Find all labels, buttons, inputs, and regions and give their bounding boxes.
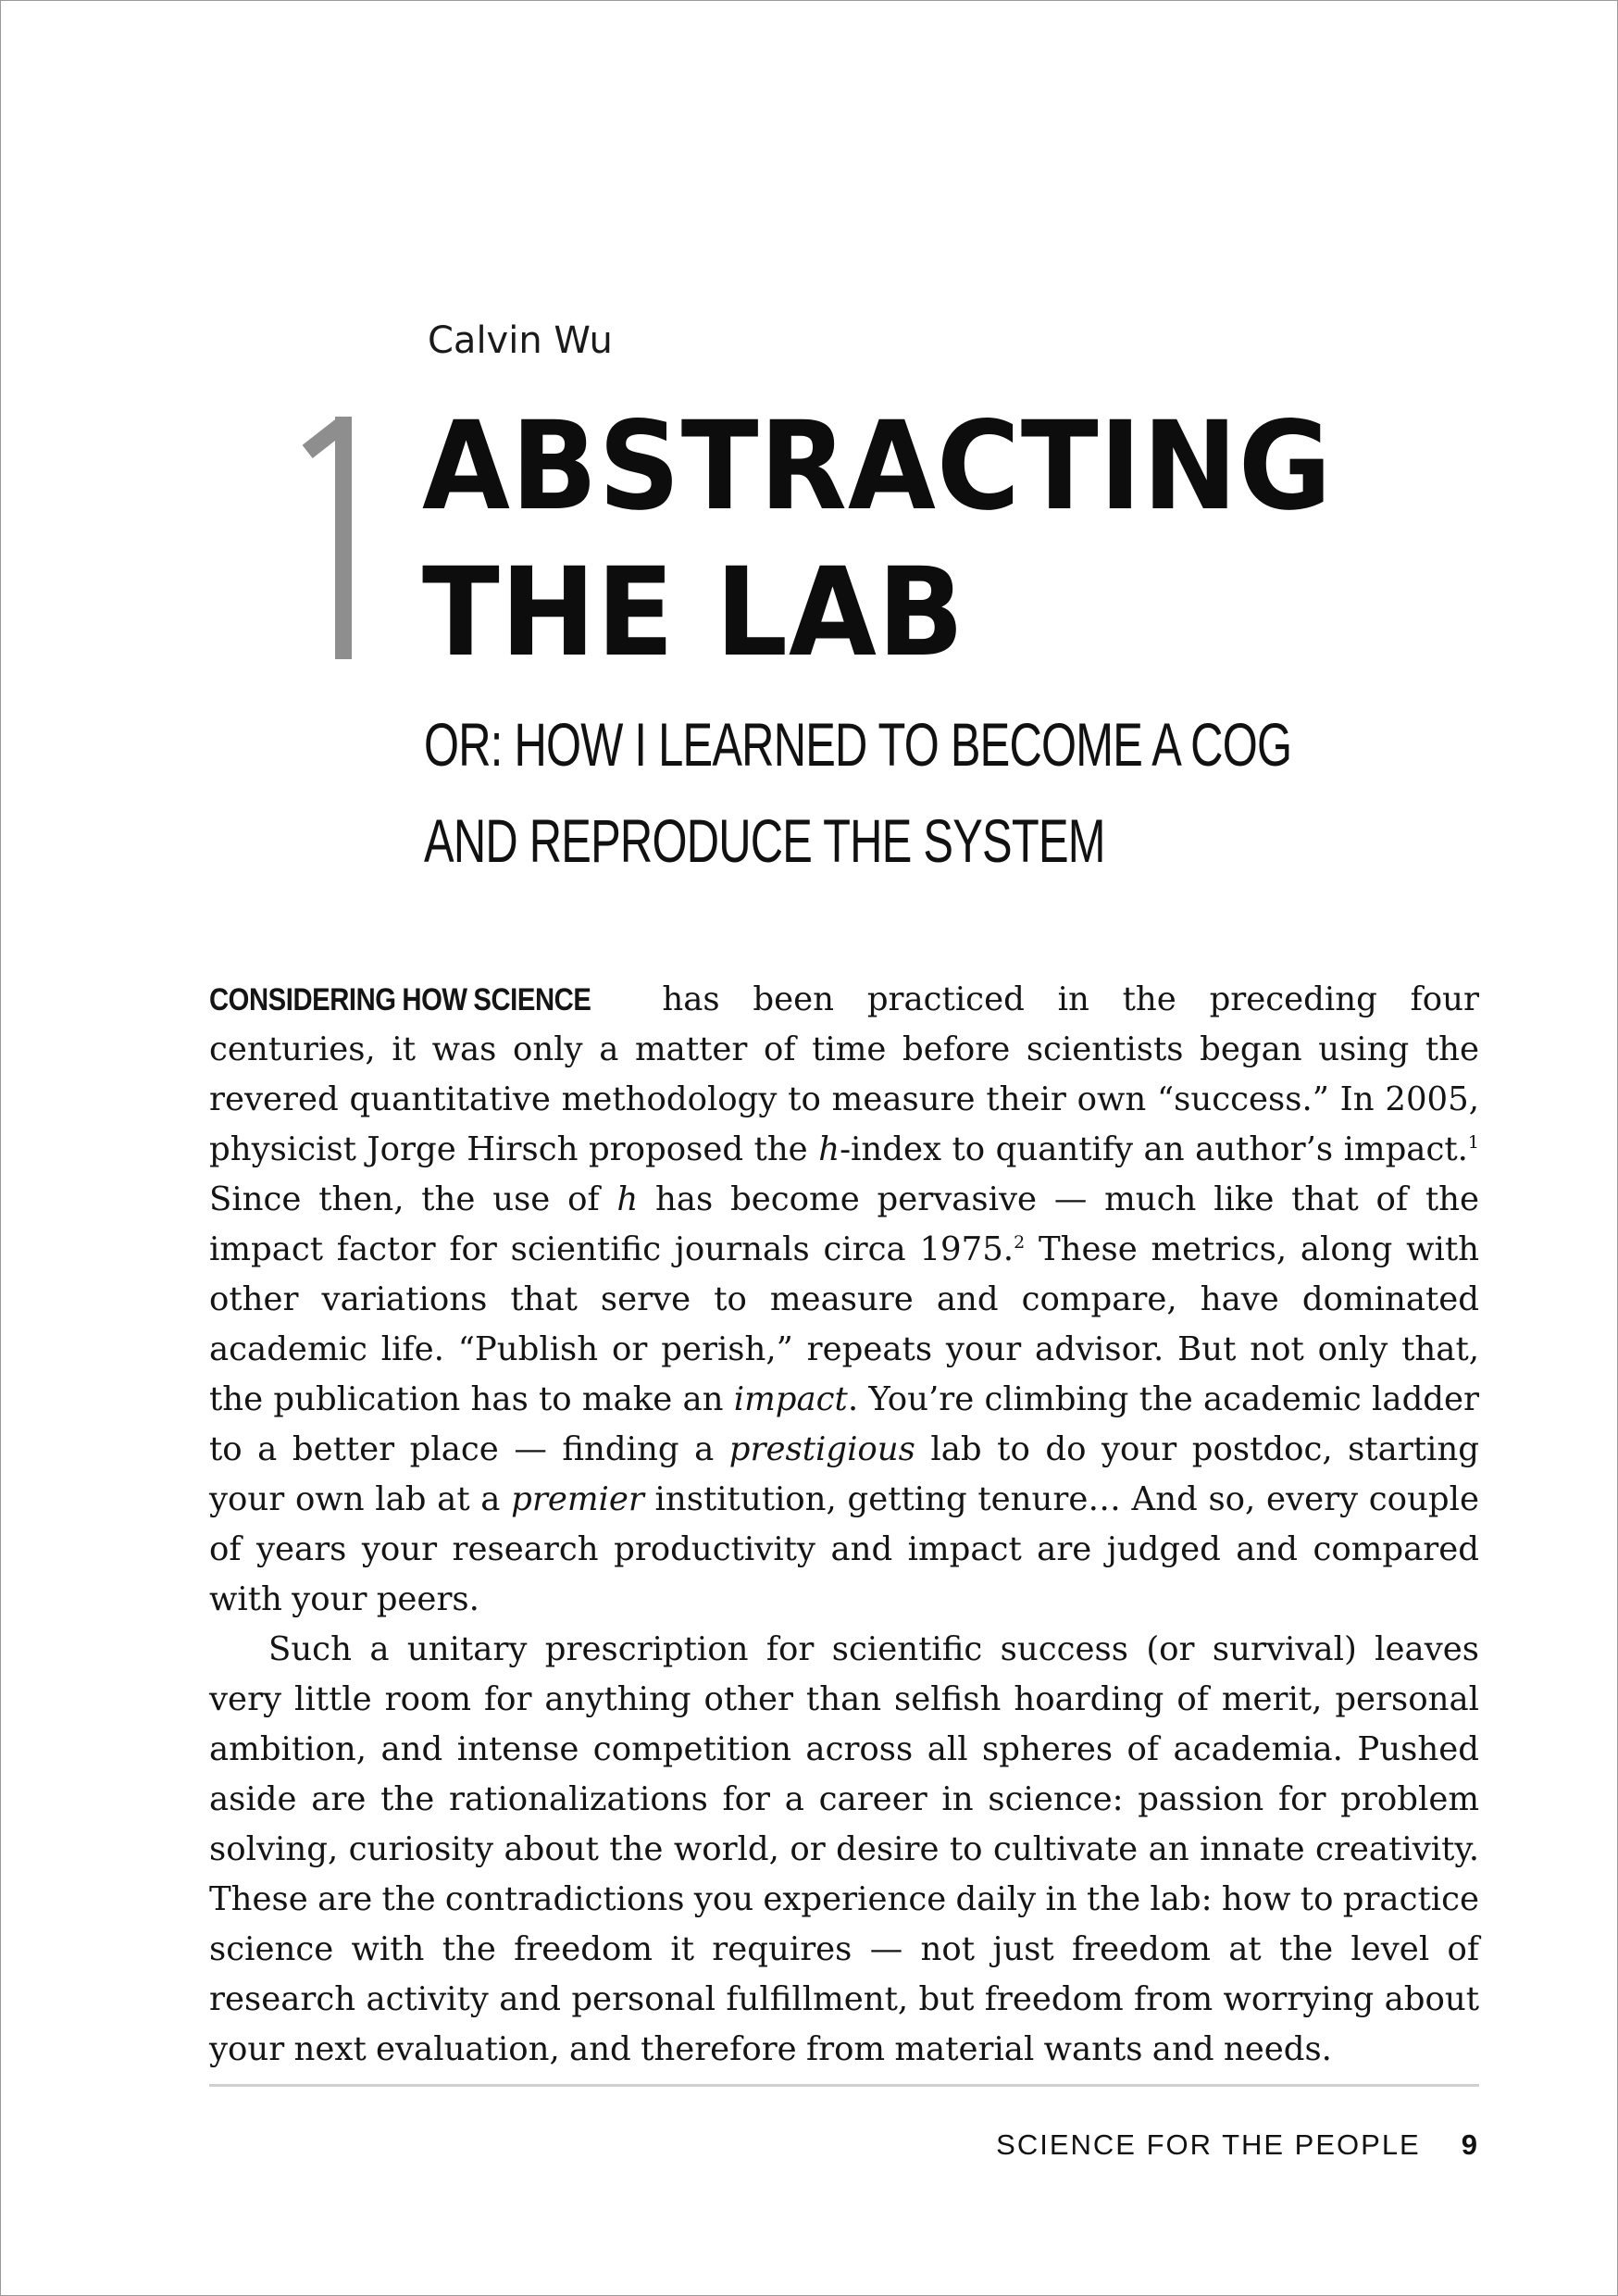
emphasis-prestigious: prestigious — [728, 1430, 915, 1468]
paragraph-1 — [209, 975, 1479, 1625]
h-symbol: h — [616, 1180, 639, 1218]
running-footer — [996, 2127, 1477, 2164]
p1-part-d: has become pervasive — much like that of the impact factor for scientific journals circa 1975. — [209, 1180, 1479, 1268]
publication-name: SCIENCE FOR THE PEOPLE — [996, 2128, 1421, 2161]
p1-part-b: -index to quantify an author’s impact. — [840, 1130, 1468, 1168]
p1-part-g: lab to do your postdoc, starting your own lab at a — [209, 1430, 1479, 1518]
p1-part-c: Since then, the use of — [209, 1180, 617, 1218]
chapter-number-stem — [335, 417, 352, 659]
p1-part-h: institution, getting tenure… And so, every couple of years your research productivity and impact are judged and compared with your peers. — [209, 1480, 1479, 1618]
footnote-ref-2[interactable]: 2 — [1014, 1232, 1026, 1254]
lead-in: CONSIDERING HOW SCIENCE — [209, 982, 591, 1017]
paragraph-2: Such a unitary prescription for scientific success (or survival) leaves very little room for anything other than selfish hoarding of merit, personal ambition, and intense competition across all spheres of academia. Pushed aside are the rationalizations for a career in science: passion for problem solving, curiosity about the world, or desire to cultivate an innate creativity. These are the contradictions you experience daily in the lab: how to practice science with the freedom it requires — not just freedom at the level of research activity and personal fulfillment, but freedom from worrying about your next evaluation, and therefore from material wants and needs. — [209, 1630, 1479, 2068]
chapter-title-line-2: THE LAB — [422, 542, 965, 684]
chapter-subtitle-line-2: AND REPRODUCE THE SYSTEM — [424, 806, 1105, 875]
footer-divider — [209, 2084, 1479, 2087]
author-name: Calvin Wu — [428, 319, 613, 362]
chapter-title-line-1: ABSTRACTING — [422, 395, 1333, 538]
chapter-subtitle — [424, 696, 1596, 889]
h-index-symbol: h — [818, 1130, 840, 1168]
page-number: 9 — [1461, 2128, 1477, 2161]
p1-part-a: has been practiced in the preceding four centuries, it was only a matter of time before scientists began using the revered quantitative methodology to measure their own “success.” In 2005, physicist Jorge Hirsch proposed the — [209, 980, 1479, 1168]
emphasis-impact: impact — [733, 1380, 848, 1418]
chapter-subtitle-line-1: OR: HOW I LEARNED TO BECOME A COG — [424, 710, 1292, 779]
p1-part-f: . You’re climbing the academic ladder to a better place — finding a — [209, 1380, 1480, 1468]
p1-part-e: These metrics, along with other variations that serve to measure and compare, have dominated academic life. “Publish or perish,” repeats your advisor. But not only that, the publication has to make an — [209, 1230, 1479, 1418]
body-text — [209, 975, 1479, 2075]
footnote-ref-1[interactable]: 1 — [1467, 1132, 1479, 1154]
chapter-title — [422, 393, 1401, 686]
emphasis-premier: premier — [511, 1480, 644, 1518]
